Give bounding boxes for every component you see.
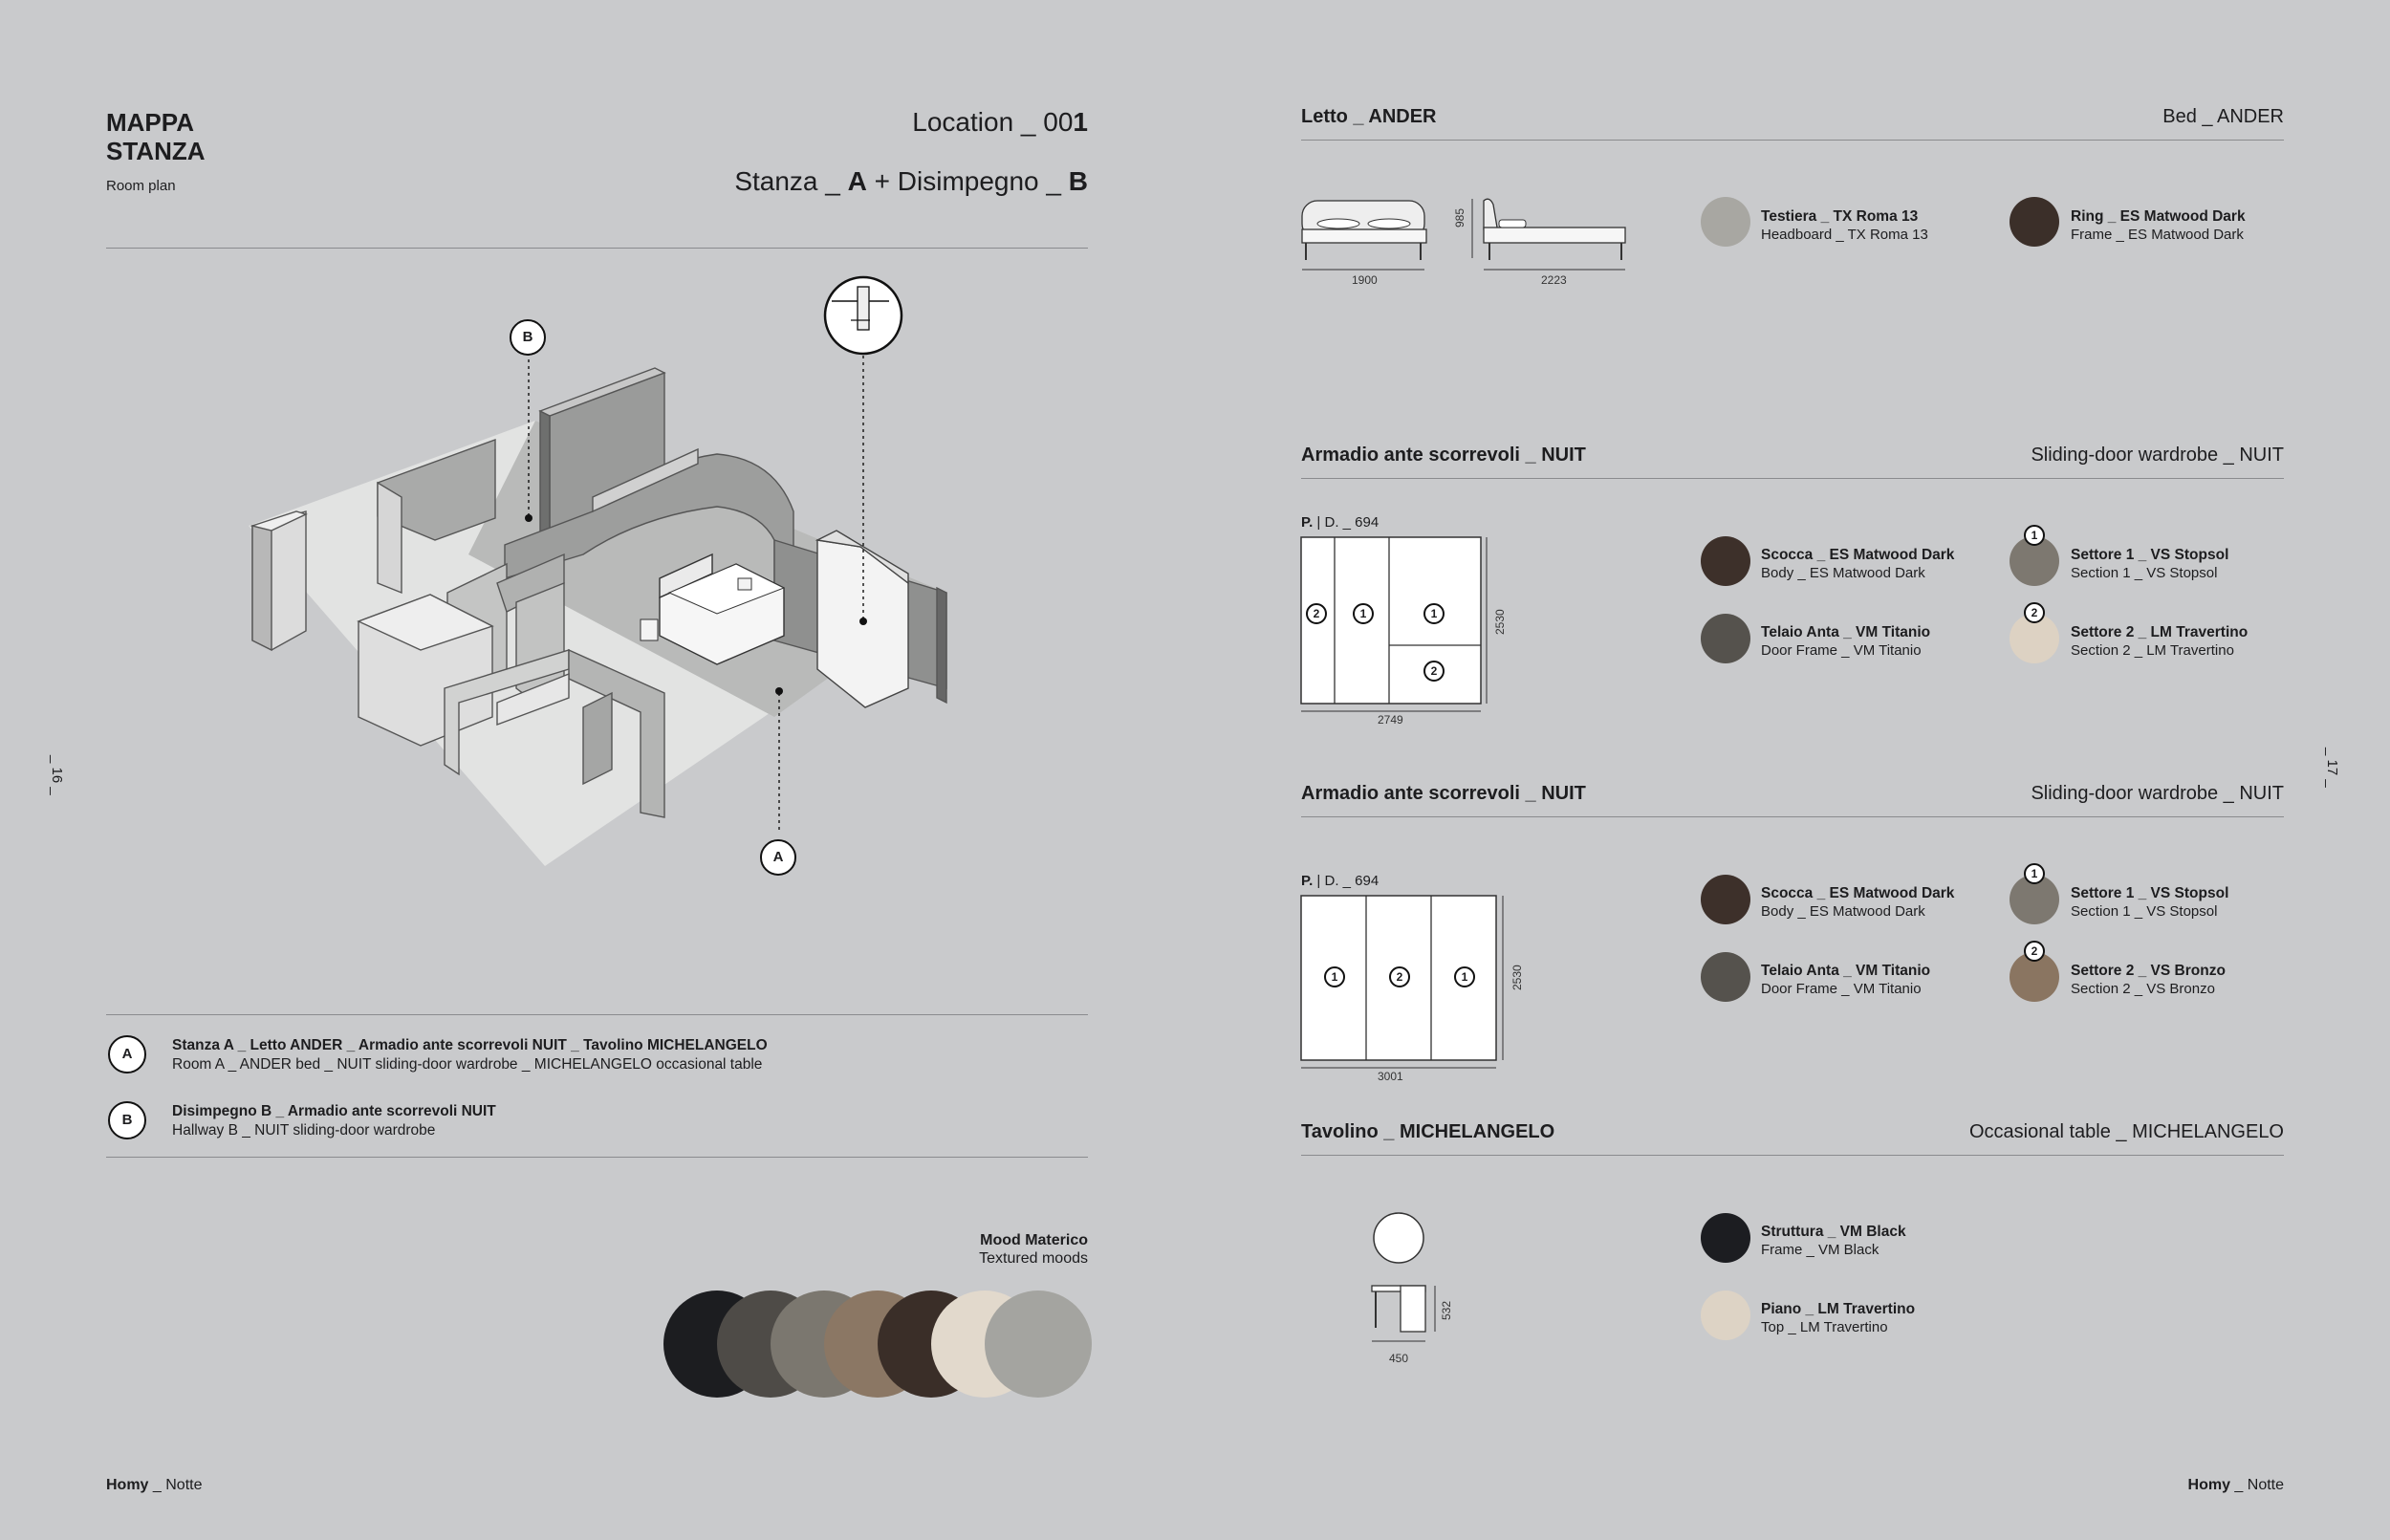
header-divider — [106, 248, 1088, 249]
section-table-title-en: Occasional table _ MICHELANGELO — [1968, 1121, 2284, 1142]
bed-height-dim: 985 — [1453, 207, 1467, 228]
wardrobe2-title-name: NUIT — [1541, 783, 1586, 804]
material-table-top-sub: Top _ LM Travertino — [1761, 1319, 1888, 1335]
page-number-left: _ 16 _ — [49, 755, 65, 795]
bed-title-prefix: Letto _ — [1301, 106, 1369, 127]
location-prefix: Location _ 00 — [912, 107, 1074, 137]
section-bed-title-en: Bed _ ANDER — [2162, 106, 2284, 127]
material-wardrobe1-section1 — [2071, 546, 2228, 582]
material-wardrobe1-doorframe — [1761, 623, 1930, 660]
wardrobe2-panel-badge: 1 — [1324, 966, 1345, 987]
legend-a-subtitle: Room A _ ANDER bed _ NUIT sliding-door wardrobe _ MICHELANGELO occasional table — [172, 1056, 763, 1073]
footer-brand-right: Homy — [2187, 1477, 2230, 1493]
material-wardrobe1-body-sub: Body _ ES Matwood Dark — [1761, 565, 1925, 581]
wardrobe2-height-dim: 2530 — [1510, 965, 1524, 990]
swatch-table-frame — [1701, 1213, 1750, 1263]
material-wardrobe2-doorframe-sub: Door Frame _ VM Titanio — [1761, 981, 1922, 997]
wardrobe1-drawing — [1298, 533, 1489, 715]
rooms-heading — [734, 166, 1088, 197]
section-table-title — [1301, 1121, 1554, 1143]
page-subtitle: Room plan — [106, 178, 176, 194]
room-a-label: A — [847, 166, 867, 196]
legend-a-title: Stanza A _ Letto ANDER _ Armadio ante scorrevoli NUIT _ Tavolino MICHELANGELO — [172, 1037, 768, 1053]
section-wardrobe1-title — [1301, 445, 1586, 466]
bed-title-name: ANDER — [1368, 106, 1437, 127]
swatch-badge: 2 — [2024, 941, 2045, 962]
footer-brand: Homy — [106, 1477, 149, 1493]
material-wardrobe1-doorframe-name: Telaio Anta _ VM Titanio — [1761, 624, 1931, 640]
room-plan-illustration — [239, 268, 966, 879]
legend-b-subtitle: Hallway B _ NUIT sliding-door wardrobe — [172, 1122, 436, 1139]
material-wardrobe2-section1 — [2071, 884, 2228, 921]
wardrobe1-depth — [1301, 514, 1379, 531]
section-wardrobe1-title-en: Sliding-door wardrobe _ NUIT — [2031, 445, 2284, 466]
material-frame-sub: Frame _ ES Matwood Dark — [2071, 227, 2244, 243]
swatch-headboard — [1701, 197, 1750, 247]
mood-subtitle: Textured moods — [979, 1250, 1088, 1267]
rooms-mid: + Disimpegno _ — [866, 166, 1069, 196]
swatch-badge: 1 — [2024, 525, 2045, 546]
table-width-dim: 450 — [1389, 1352, 1409, 1365]
section-wardrobe2-title-en: Sliding-door wardrobe _ NUIT — [2031, 783, 2284, 804]
page-title — [106, 108, 206, 165]
material-table-frame-name: Struttura _ VM Black — [1761, 1224, 1906, 1240]
wardrobe1-panel-badge: 1 — [1423, 603, 1445, 624]
wardrobe1-title-name: NUIT — [1541, 445, 1586, 466]
section-table-divider — [1301, 1155, 2284, 1156]
wardrobe2-depth-p: P. — [1301, 873, 1314, 889]
rooms-prefix: Stanza _ — [734, 166, 848, 196]
wardrobe1-height-dim: 2530 — [1493, 609, 1507, 635]
wardrobe2-title-prefix: Armadio ante scorrevoli _ — [1301, 783, 1542, 804]
legend-b-title: Disimpegno B _ Armadio ante scorrevoli NUIT — [172, 1103, 496, 1119]
legend-top-divider — [106, 1014, 1088, 1015]
material-headboard-name: Testiera _ TX Roma 13 — [1761, 208, 1919, 225]
wardrobe2-width-dim: 3001 — [1378, 1070, 1403, 1083]
swatch-wardrobe1-doorframe — [1701, 614, 1750, 663]
plan-marker-b: B — [510, 319, 546, 356]
wardrobe1-panel-badge: 2 — [1423, 661, 1445, 682]
swatch-frame — [2010, 197, 2059, 247]
wardrobe1-depth-rest: | D. _ 694 — [1313, 514, 1380, 531]
wardrobe1-panel-badge: 2 — [1306, 603, 1327, 624]
material-wardrobe2-section2 — [2071, 962, 2226, 998]
material-wardrobe2-section2-name: Settore 2 _ VS Bronzo — [2071, 963, 2226, 979]
material-wardrobe1-section2 — [2071, 623, 2248, 660]
mood-swatch — [985, 1291, 1092, 1398]
section-wardrobe2-divider — [1301, 816, 2284, 817]
legend-item-a — [172, 1036, 768, 1074]
legend-marker-b: B — [108, 1101, 146, 1139]
plan-marker-a: A — [760, 839, 796, 876]
footer-left — [106, 1477, 202, 1494]
section-wardrobe1-divider — [1301, 478, 2284, 479]
room-b-label: B — [1068, 166, 1088, 196]
mood-block — [979, 1231, 1088, 1268]
wardrobe2-panel-badge: 1 — [1454, 966, 1475, 987]
wardrobe1-width-dim: 2749 — [1378, 713, 1403, 727]
material-frame-name: Ring _ ES Matwood Dark — [2071, 208, 2246, 225]
material-headboard-sub: Headboard _ TX Roma 13 — [1761, 227, 1928, 243]
material-wardrobe1-section1-sub: Section 1 _ VS Stopsol — [2071, 565, 2218, 581]
legend-item-b — [172, 1102, 496, 1140]
material-wardrobe2-doorframe-name: Telaio Anta _ VM Titanio — [1761, 963, 1931, 979]
section-bed-title — [1301, 106, 1437, 128]
material-wardrobe2-section2-sub: Section 2 _ VS Bronzo — [2071, 981, 2215, 997]
page-number-right: _ 17 _ — [2324, 748, 2340, 788]
title-line-2: STANZA — [106, 137, 206, 165]
swatch-wardrobe2-body — [1701, 875, 1750, 924]
material-wardrobe1-doorframe-sub: Door Frame _ VM Titanio — [1761, 642, 1922, 659]
swatch-badge: 2 — [2024, 602, 2045, 623]
wardrobe1-depth-p: P. — [1301, 514, 1314, 531]
section-bed-divider — [1301, 140, 2284, 141]
material-headboard — [1761, 207, 1928, 244]
footer-rest: _ Notte — [148, 1477, 203, 1493]
swatch-wardrobe2-doorframe — [1701, 952, 1750, 1002]
material-frame — [2071, 207, 2246, 244]
material-wardrobe2-section1-sub: Section 1 _ VS Stopsol — [2071, 903, 2218, 920]
table-drawing — [1362, 1209, 1458, 1353]
swatch-table-top — [1701, 1291, 1750, 1340]
material-wardrobe2-body-name: Scocca _ ES Matwood Dark — [1761, 885, 1955, 901]
material-wardrobe2-body-sub: Body _ ES Matwood Dark — [1761, 903, 1925, 920]
material-wardrobe1-section1-name: Settore 1 _ VS Stopsol — [2071, 547, 2229, 563]
material-wardrobe1-body-name: Scocca _ ES Matwood Dark — [1761, 547, 1955, 563]
material-wardrobe2-body — [1761, 884, 1954, 921]
table-title-name: MICHELANGELO — [1399, 1121, 1555, 1142]
material-wardrobe2-doorframe — [1761, 962, 1930, 998]
title-line-1: MAPPA — [106, 108, 194, 137]
material-table-frame — [1761, 1223, 1906, 1259]
material-table-frame-sub: Frame _ VM Black — [1761, 1242, 1879, 1258]
footer-rest-right: _ Notte — [2229, 1477, 2284, 1493]
wardrobe1-panel-badge: 1 — [1353, 603, 1374, 624]
bed-width-dim: 1900 — [1352, 273, 1378, 287]
table-height-dim: 532 — [1440, 1300, 1453, 1320]
location-number: 1 — [1073, 107, 1088, 137]
location-heading — [912, 107, 1088, 138]
bed-length-dim: 2223 — [1541, 273, 1567, 287]
mood-title: Mood Materico — [980, 1232, 1088, 1248]
material-wardrobe1-section2-name: Settore 2 _ LM Travertino — [2071, 624, 2249, 640]
wardrobe1-title-prefix: Armadio ante scorrevoli _ — [1301, 445, 1542, 466]
legend-marker-a: A — [108, 1035, 146, 1074]
material-table-top-name: Piano _ LM Travertino — [1761, 1301, 1916, 1317]
material-wardrobe2-section1-name: Settore 1 _ VS Stopsol — [2071, 885, 2229, 901]
footer-right — [2188, 1477, 2284, 1494]
bed-drawing — [1298, 191, 1633, 292]
wardrobe2-depth — [1301, 873, 1379, 889]
mood-swatch-row — [663, 1291, 1094, 1398]
material-table-top — [1761, 1300, 1915, 1336]
material-wardrobe1-body — [1761, 546, 1954, 582]
table-title-prefix: Tavolino _ — [1301, 1121, 1400, 1142]
material-wardrobe1-section2-sub: Section 2 _ LM Travertino — [2071, 642, 2234, 659]
swatch-wardrobe1-body — [1701, 536, 1750, 586]
wardrobe2-depth-rest: | D. _ 694 — [1313, 873, 1380, 889]
legend-bottom-divider — [106, 1157, 1088, 1158]
section-wardrobe2-title — [1301, 783, 1586, 805]
swatch-badge: 1 — [2024, 863, 2045, 884]
wardrobe2-panel-badge: 2 — [1389, 966, 1410, 987]
